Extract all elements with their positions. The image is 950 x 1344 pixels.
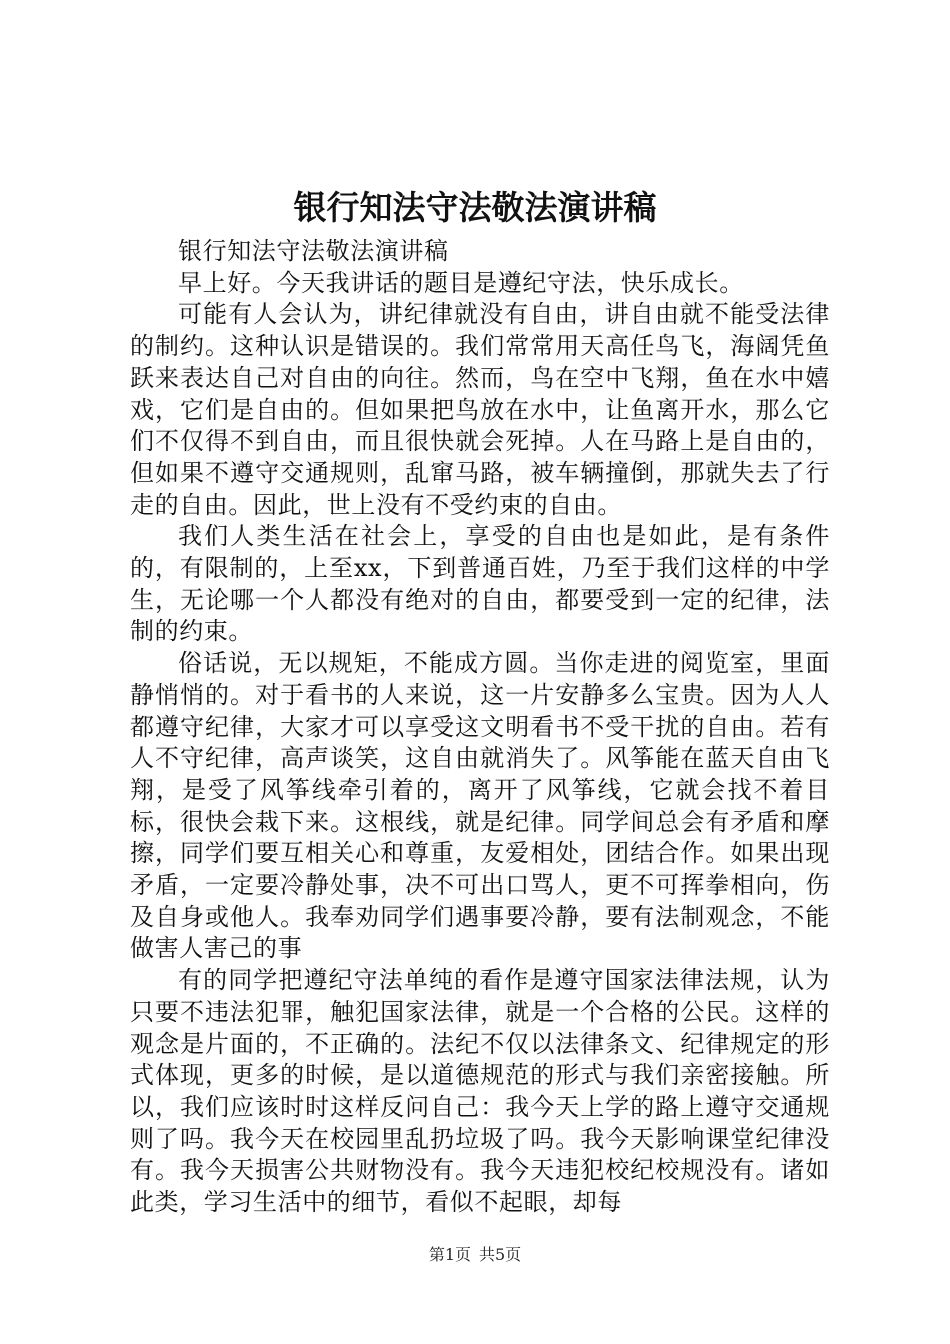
page-number: 第1页: [428, 1245, 471, 1264]
document-title: 银行知法守法敬法演讲稿: [293, 188, 657, 227]
paragraph-freedom: 可能有人会认为，讲纪律就没有自由，讲自由就不能受法律的制约。这种认识是错误的。我们常常用天高任鸟飞，海阔凭鱼跃来表达自己对自由的向往。然而，鸟在空中飞翔，鱼在水中嬉戏，它们是自由的。但如果把鸟放在水中，让鱼离开水，那么它们不仅得不到自由，而且很快就会死掉。人在马路上是自由的，但如果不遵守交通规则，乱窜马路，被车辆撞倒，那就失去了行走的自由。因此，世上没有不受约束的自由。: [130, 300, 830, 519]
document-body: [130, 236, 830, 1219]
page-total: 共5页: [479, 1245, 522, 1264]
paragraph-subtitle: 银行知法守法敬法演讲稿: [178, 237, 449, 265]
paragraph-greeting: 早上好。今天我讲话的题目是遵纪守法，快乐成长。: [178, 268, 744, 297]
paragraph-society: 我们人类生活在社会上，享受的自由也是如此，是有条件的，有限制的，上至xx，下到普通百姓，乃至于我们这样的中学生，无论哪一个人都没有绝对的自由，都要受到一定的纪律，法制的约束。: [130, 522, 830, 646]
paragraph-rules: 俗话说，无以规矩，不能成方圆。当你走进的阅览室，里面静悄悄的。对于看书的人来说，这一片安静多么宝贵。因为人人都遵守纪律，大家才可以享受这文明看书不受干扰的自由。若有人不守纪律，高声谈笑，这自由就消失了。风筝能在蓝天自由飞翔，是受了风筝线牵引着的，离开了风筝线，它就会找不着目标，很快会栽下来。这根线，就是纪律。同学间总会有矛盾和摩擦，同学们要互相关心和尊重，友爱相处，团结合作。如果出现矛盾，一定要冷静处事，决不可出口骂人，更不可挥拳相向，伤及自身或他人。我奉劝同学们遇事要冷静，要有法制观念，不能做害人害己的事: [130, 649, 830, 963]
page-footer: [0, 1243, 950, 1267]
paragraph-discipline: 有的同学把遵纪守法单纯的看作是遵守国家法律法规，认为只要不违法犯罪，触犯国家法律，就是一个合格的公民。这样的观念是片面的，不正确的。法纪不仅以法律条文、纪律规定的形式体现，更多的时候，是以道德规范的形式与我们亲密接触。所以，我们应该时时这样反问自己：我今天上学的路上遵守交通规则了吗。我今天在校园里乱扔垃圾了吗。我今天影响课堂纪律没有。我今天损害公共财物没有。我今天违犯校纪校规没有。诸如此类，学习生活中的细节，看似不起眼，却每: [130, 966, 830, 1217]
